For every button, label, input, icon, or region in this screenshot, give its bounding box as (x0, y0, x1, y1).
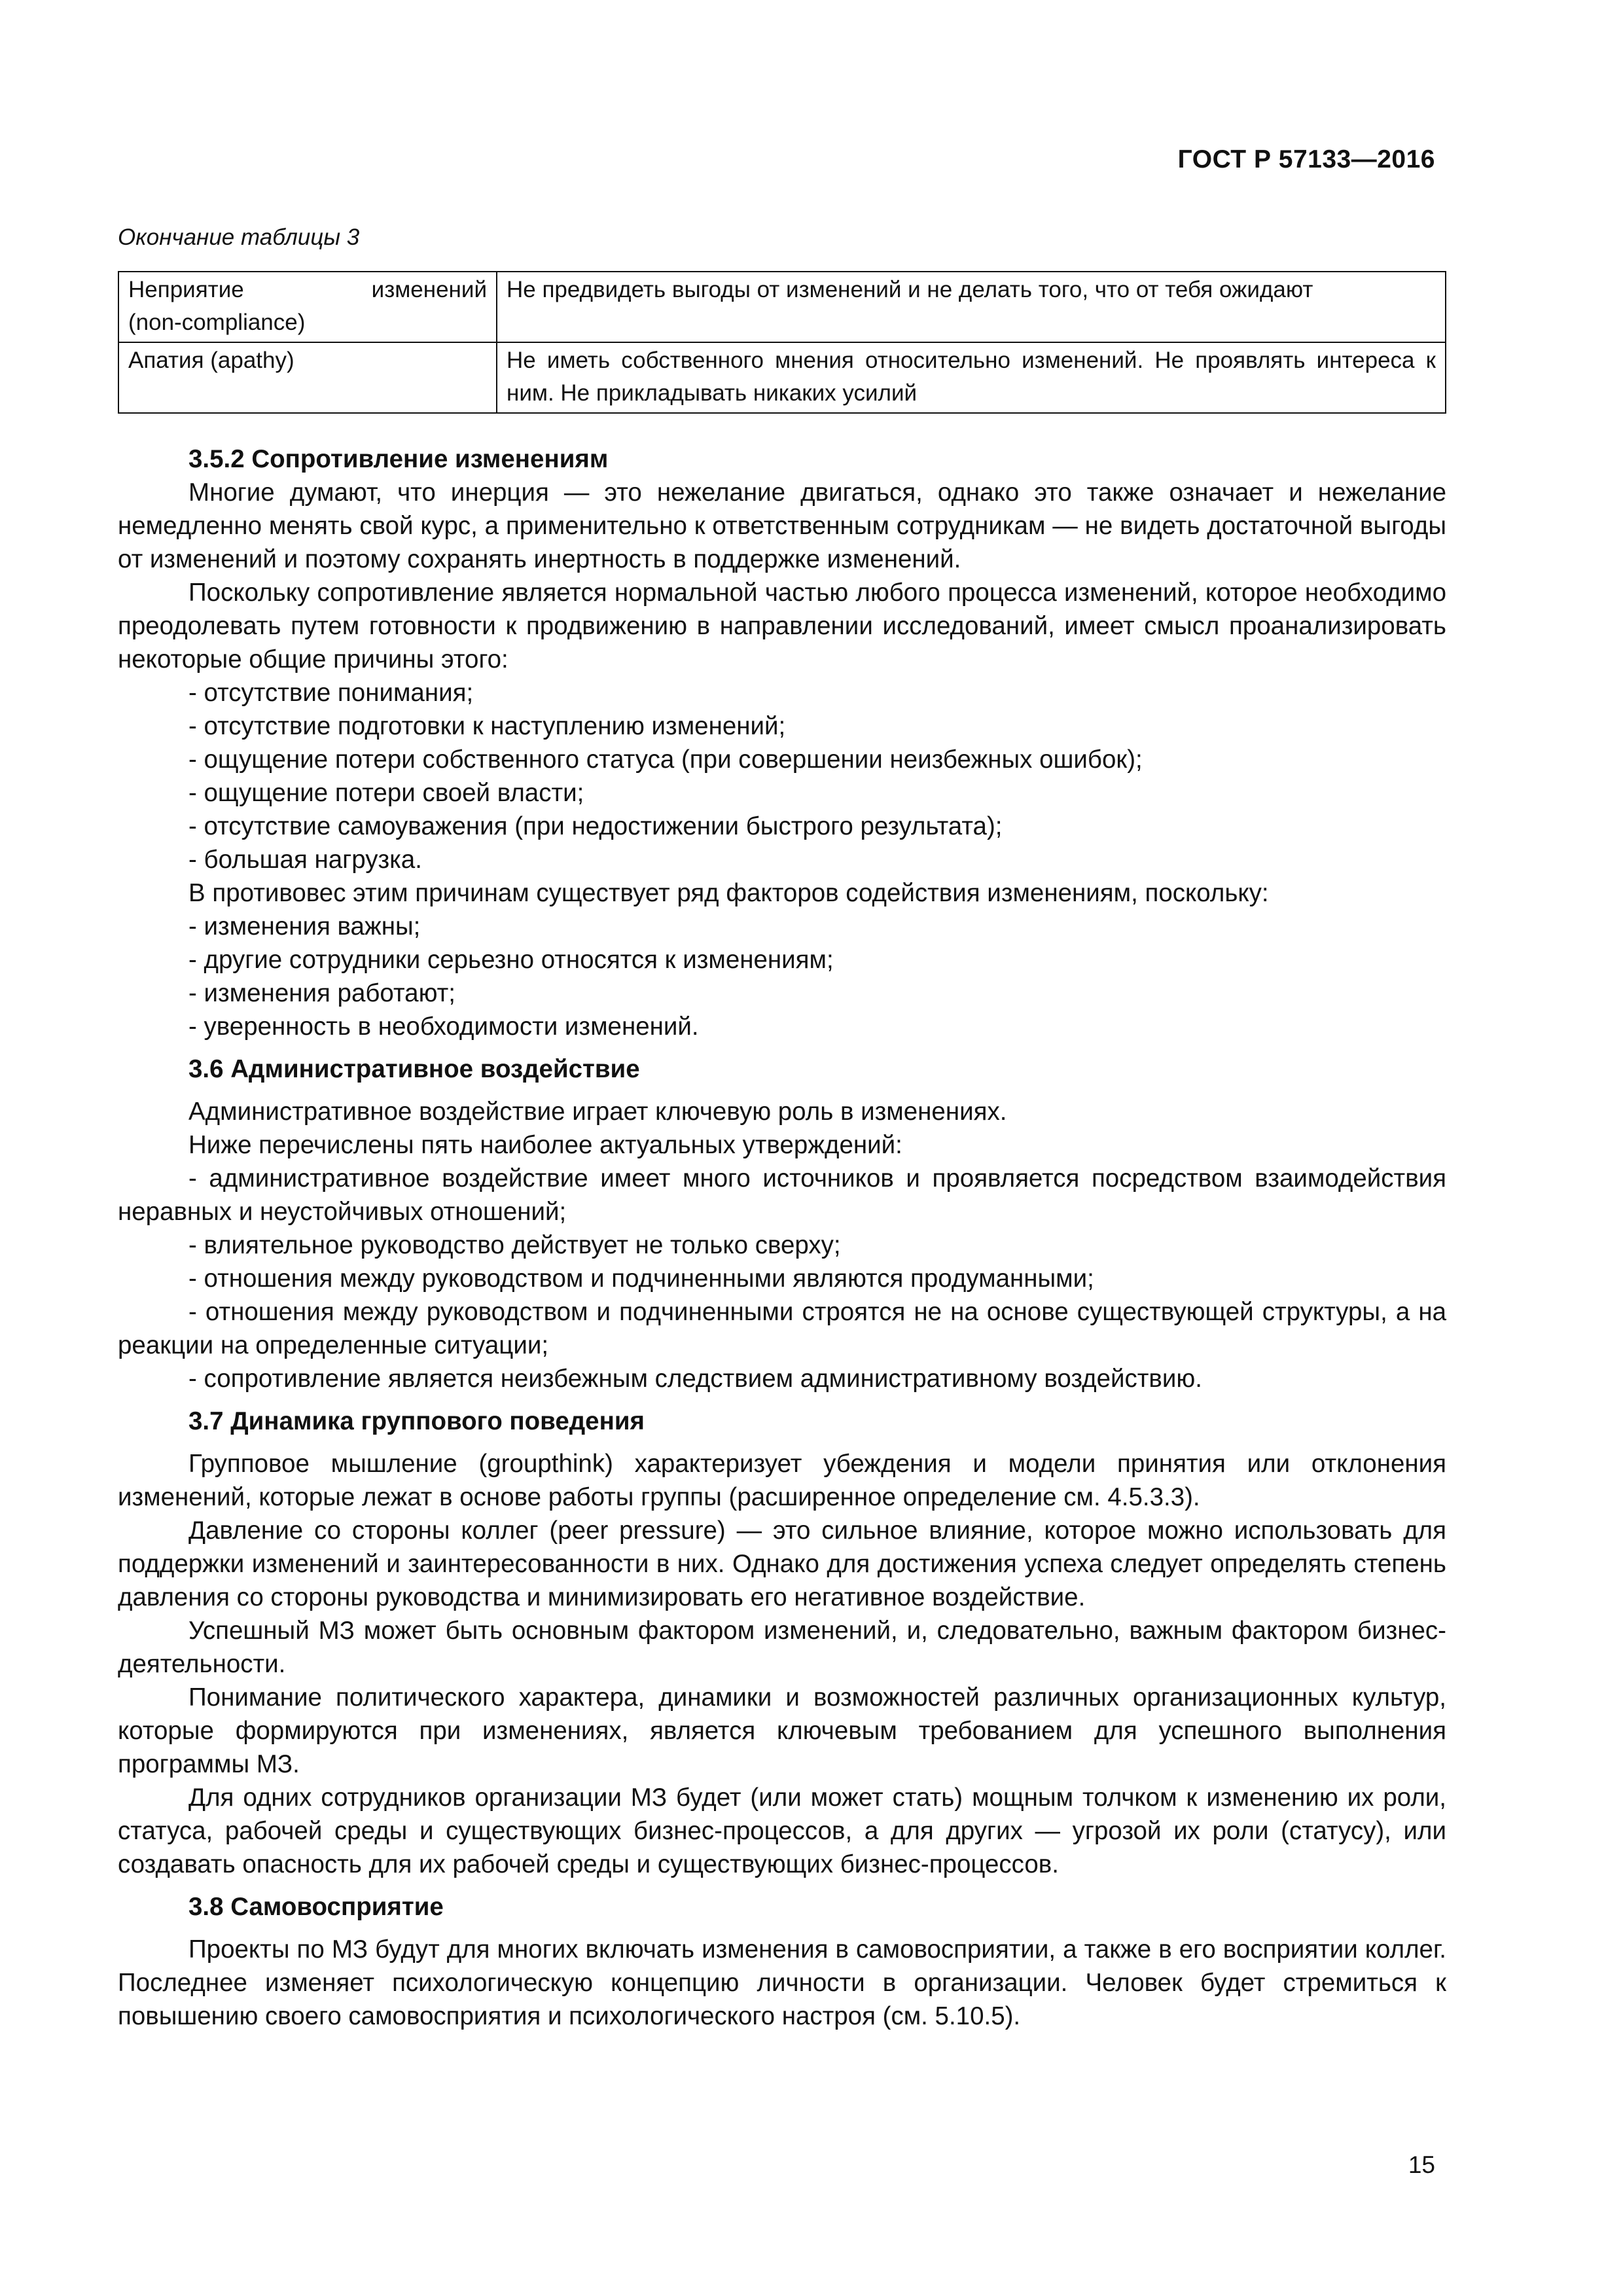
list-item: - отношения между руководством и подчиненными являются продуманными; (188, 1265, 1094, 1293)
paragraph: Поскольку сопротивление является нормальной частью любого процесса изменений, которое необходимо преодолевать путем готовности к продвижению в направлении исследований, имеет смысл проанализировать некоторые общие причины этого: (118, 579, 1446, 673)
list-item: - ощущение потери своей власти; (188, 779, 584, 807)
list-item: - ощущение потери собственного статуса (при совершении неизбежных ошибок); (188, 745, 1143, 774)
standard-code-header: ГОСТ Р 57133—2016 (1177, 145, 1435, 173)
paragraph: Давление со стороны коллег (peer pressure) — это сильное влияние, которое можно использовать для поддержки изменений и заинтересованности в них. Однако для достижения успеха следует определять степень давления со стороны руководства и минимизировать его негативное воздействие. (118, 1516, 1446, 1611)
page-number: 15 (1408, 2151, 1435, 2178)
section-heading-3-5-2: 3.5.2 Сопротивление изменениям (188, 445, 609, 473)
table-cell-description: Не предвидеть выгоды от изменений и не делать того, что от тебя ожидают (497, 272, 1446, 342)
list-item: - административное воздействие имеет много источников и проявляется посредством взаимодействия неравных и неустойчивых отношений; (118, 1164, 1446, 1226)
table-caption: Окончание таблицы 3 (118, 224, 360, 250)
list-item: - уверенность в необходимости изменений. (188, 1013, 699, 1041)
table-cell-term (118, 342, 497, 413)
table-cell-description: Не иметь собственного мнения относительно изменений. Не проявлять интереса к ним. Не прикладывать никаких усилий (497, 342, 1446, 413)
document-body (118, 442, 1446, 2033)
list-item: - изменения работают; (188, 979, 455, 1007)
list-item: - влиятельное руководство действует не только сверху; (188, 1231, 841, 1259)
table-cell-term (118, 272, 497, 342)
section-heading-3-8: 3.8 Самовосприятие (188, 1893, 444, 1921)
list-item: - большая нагрузка. (188, 846, 422, 874)
table-row (118, 342, 1446, 413)
paragraph: Ниже перечислены пять наиболее актуальных утверждений: (188, 1131, 902, 1159)
table-3-continuation (118, 271, 1446, 414)
table-row (118, 272, 1446, 342)
term-text: Апатия (apathy) (128, 348, 294, 373)
list-item: - другие сотрудники серьезно относятся к изменениям; (188, 946, 834, 974)
section-heading-3-7: 3.7 Динамика группового поведения (188, 1407, 645, 1435)
list-item: - сопротивление является неизбежным следствием административному воздействию. (188, 1365, 1202, 1393)
paragraph: Групповое мышление (groupthink) характеризует убеждения и модели принятия или отклонения изменений, которые лежат в основе работы группы (расширенное определение см. 4.5.3.3). (118, 1450, 1446, 1511)
list-item: - отсутствие самоуважения (при недостижении быстрого результата); (188, 812, 1003, 840)
list-item: - отношения между руководством и подчиненными строятся не на основе существующей структуры, а на реакции на определенные ситуации; (118, 1298, 1446, 1359)
paragraph: Многие думают, что инерция — это нежелание двигаться, однако это также означает и нежелание немедленно менять свой курс, а применительно к ответственным сотрудникам — не видеть достаточной выгоды от изменений и поэтому сохранять инертность в поддержке изменений. (118, 478, 1446, 573)
section-heading-3-6: 3.6 Административное воздействие (188, 1055, 640, 1083)
term-text: (non-compliance) (128, 310, 306, 335)
list-item: - изменения важны; (188, 912, 421, 941)
term-text: Неприятие (128, 277, 244, 302)
list-item: - отсутствие понимания; (188, 679, 474, 707)
paragraph: В противовес этим причинам существует ряд факторов содействия изменениям, поскольку: (188, 879, 1269, 907)
paragraph: Успешный МЗ может быть основным фактором изменений, и, следовательно, важным фактором бизнес-деятельности. (118, 1617, 1446, 1678)
paragraph: Для одних сотрудников организации МЗ будет (или может стать) мощным толчком к изменению их роли, статуса, рабочей среды и существующих бизнес-процессов, а для других — угрозой их роли (статусу), или создавать опасность для их рабочей среды и существующих бизнес-процессов. (118, 1784, 1446, 1878)
term-text: изменений (371, 277, 487, 302)
paragraph: Административное воздействие играет ключевую роль в изменениях. (188, 1098, 1007, 1126)
list-item: - отсутствие подготовки к наступлению изменений; (188, 712, 786, 740)
paragraph: Проекты по МЗ будут для многих включать изменения в самовосприятии, а также в его восприятии коллег. Последнее изменяет психологическую концепцию личности в организации. Человек будет стремиться к повышению своего самовосприятия и психологического настроя (см. 5.10.5). (118, 1935, 1446, 2030)
paragraph: Понимание политического характера, динамики и возможностей различных организационных культур, которые формируются при изменениях, является ключевым требованием для успешного выполнения программы МЗ. (118, 1683, 1446, 1778)
